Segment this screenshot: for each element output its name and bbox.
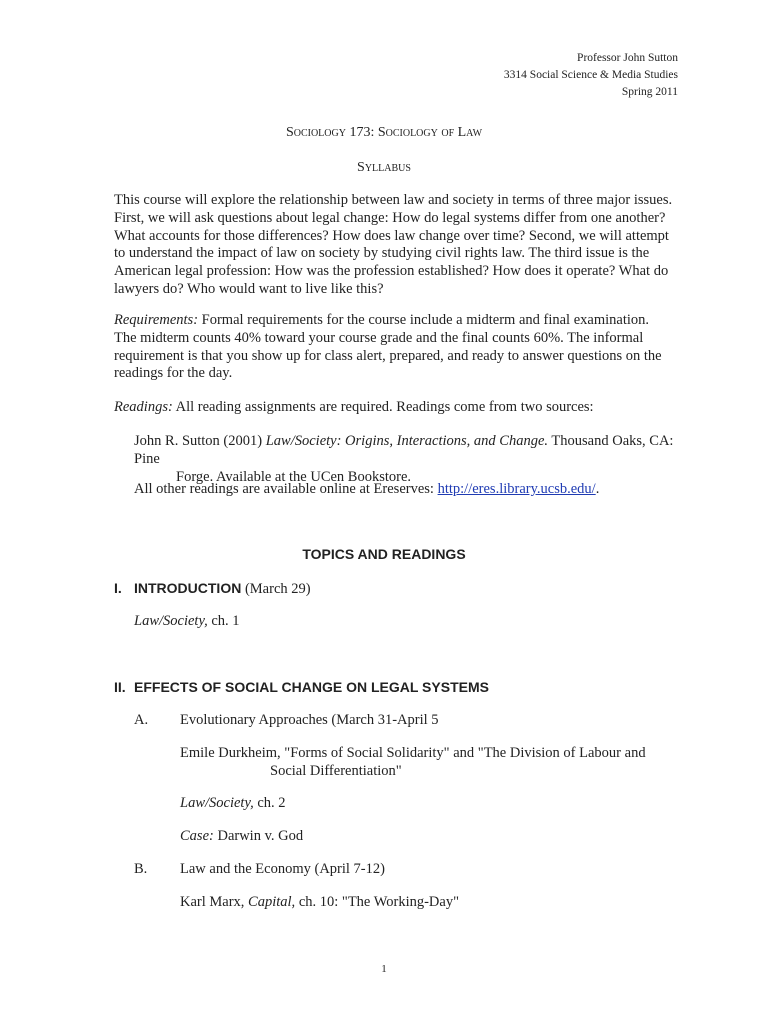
professor-name: Professor John Sutton	[577, 52, 678, 64]
online-readings	[134, 481, 599, 498]
case-label: Case:	[180, 828, 214, 844]
section-title-2: EFFECTS OF SOCIAL CHANGE ON LEGAL SYSTEMS	[134, 679, 489, 695]
ereserves-link[interactable]: http://eres.library.ucsb.edu/	[437, 481, 596, 497]
section-title-1: INTRODUCTION	[134, 580, 242, 596]
section-1-reading	[134, 613, 240, 630]
course-title: Sociology 173: Sociology of Law	[285, 125, 483, 140]
readings-text: All reading assignments are required. Readings come from two sources:	[172, 399, 594, 415]
section-2-reading	[180, 795, 286, 812]
durkheim-line-1: Emile Durkheim, "Forms of Social Solidarity" and "The Division of Labour and	[180, 745, 646, 761]
section-number-1: I.	[114, 580, 122, 596]
section-1-reading-title: Law/Society,	[134, 613, 208, 629]
intro-paragraph: This course will explore the relationship between law and society in terms of three major issues. First, we will ask questions about legal change: How do legal systems differ from one another? What accounts for those differences? How does law change over time? Second, we will attempt to understand the impact of law on society by studying civil rights law. The third issue is the American legal profession: How was the profession established? How does it operate? What do lawyers do? Who would want to live like this?	[114, 192, 673, 297]
page-number: 1	[381, 963, 387, 975]
marx-title: Capital,	[248, 894, 296, 910]
book-publisher: Thousand Oaks, CA: Pine	[134, 433, 674, 467]
requirements-text: Formal requirements for the course include a midterm and final examination. The midterm counts 40% toward your course grade and the final counts 60%. The informal requirement is that you show up for class alert, prepared, and ready to answer questions on the readings for the day.	[114, 312, 662, 382]
book-availability: Forge. Available at the UCen Bookstore.	[176, 469, 412, 485]
syllabus-subtitle: Syllabus	[357, 160, 411, 175]
marx-author: Karl Marx,	[180, 894, 249, 910]
section-date-1: (March 29)	[241, 581, 311, 597]
section-1-reading-chapter: ch. 1	[207, 613, 240, 629]
term: Spring 2011	[621, 86, 678, 98]
header-info	[504, 50, 678, 101]
subsection-title-b: Law and the Economy (April 7-12)	[180, 861, 385, 877]
durkheim-line-2: Social Differentiation"	[270, 763, 402, 779]
textbook-citation	[134, 432, 674, 486]
durkheim-citation	[180, 744, 680, 780]
case-text: Darwin v. God	[213, 828, 304, 844]
readings-label: Readings:	[114, 399, 173, 415]
book-author: John R. Sutton (2001)	[134, 433, 266, 449]
subsection-title-a: Evolutionary Approaches (March 31-April 5	[180, 712, 439, 728]
case-line	[180, 828, 303, 845]
subsection-letter-a: A.	[134, 712, 149, 728]
section-2-reading-title: Law/Society,	[180, 795, 254, 811]
online-end: .	[595, 481, 600, 497]
section-heading-1	[134, 580, 311, 598]
section-2-reading-chapter: ch. 2	[253, 795, 286, 811]
readings-paragraph	[114, 399, 674, 417]
office-location: 3314 Social Science & Media Studies	[503, 69, 678, 81]
marx-citation	[180, 894, 459, 911]
book-title: Law/Society: Origins, Interactions, and Change.	[265, 433, 549, 449]
requirements-label: Requirements:	[114, 312, 199, 328]
section-number-2: II.	[114, 679, 126, 695]
online-text: All other readings are available online at Ereserves:	[134, 481, 438, 497]
topics-heading: TOPICS AND READINGS	[302, 546, 466, 562]
subsection-letter-b: B.	[134, 861, 148, 877]
marx-chapter: ch. 10: "The Working-Day"	[295, 894, 460, 910]
requirements-paragraph	[114, 312, 674, 383]
